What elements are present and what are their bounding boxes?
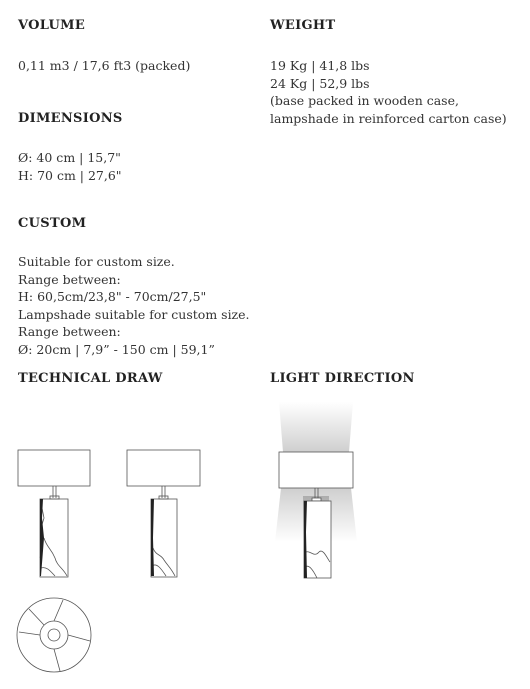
custom-line: Lampshade suitable for custom size. xyxy=(18,306,250,322)
lamp-front-view-drawing xyxy=(17,448,97,578)
volume-value: 0,11 m3 / 17,6 ft3 (packed) xyxy=(18,58,191,73)
volume-heading: VOLUME xyxy=(18,18,86,33)
weight-line: lampshade in reinforced carton case) xyxy=(270,110,507,126)
light-direction-drawing xyxy=(273,402,363,582)
custom-line: Suitable for custom size. xyxy=(18,254,175,269)
lampshade-top-view-drawing xyxy=(15,596,95,676)
custom-line: Ø: 20cm | 7,9” - 150 cm | 59,1” xyxy=(18,341,215,357)
weight-line: 24 Kg | 52,9 lbs xyxy=(270,75,370,91)
dimensions-line: Ø: 40 cm | 15,7" xyxy=(18,150,121,165)
custom-heading: CUSTOM xyxy=(18,216,87,231)
custom-line: H: 60,5cm/23,8" - 70cm/27,5" xyxy=(18,289,207,304)
weight-heading: WEIGHT xyxy=(270,18,336,33)
custom-values xyxy=(18,253,250,358)
custom-line: Range between: xyxy=(18,324,121,339)
lamp-side-view-drawing xyxy=(126,448,206,578)
weight-values xyxy=(270,57,507,127)
technical-draw-heading: TECHNICAL DRAW xyxy=(18,371,163,386)
light-direction-heading: LIGHT DIRECTION xyxy=(270,371,415,386)
custom-line: Range between: xyxy=(18,271,121,287)
weight-line: (base packed in wooden case, xyxy=(270,93,459,108)
weight-line: 19 Kg | 41,8 lbs xyxy=(270,58,370,73)
dimensions-values xyxy=(18,149,122,184)
dimensions-heading: DIMENSIONS xyxy=(18,111,123,126)
dimensions-line: H: 70 cm | 27,6" xyxy=(18,167,122,183)
